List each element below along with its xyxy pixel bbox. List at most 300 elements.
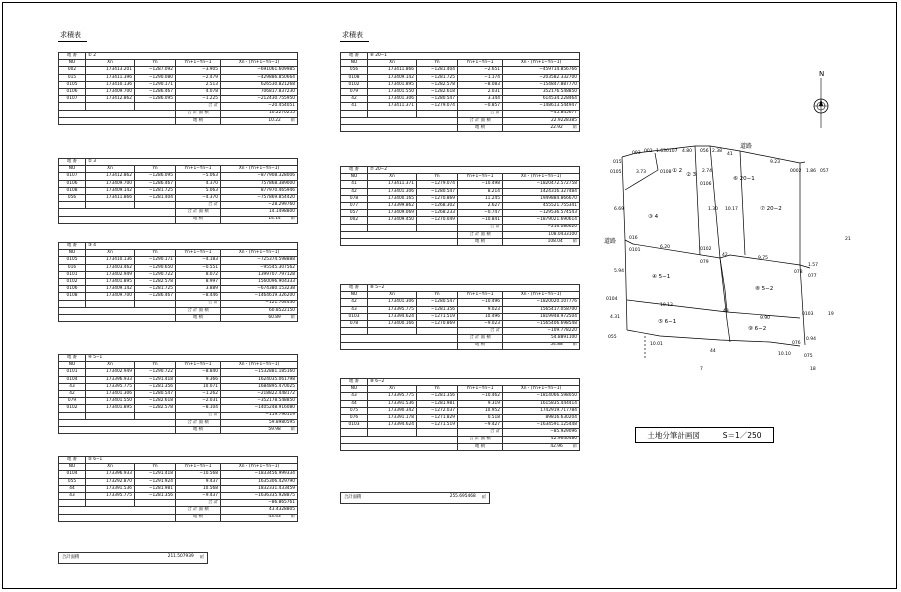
- lot-header-row: [59, 355, 298, 362]
- point-1010: 10.10: [778, 352, 791, 357]
- table-cell: −1.262: [176, 390, 221, 397]
- table-cell: 075: [341, 407, 368, 414]
- area-unit: ㎡: [572, 124, 577, 130]
- column-header: Xn・(Yn+1−Yn−1): [221, 250, 298, 257]
- table-cell: −1290.080: [135, 74, 176, 81]
- table-row: [59, 286, 298, 293]
- table-row: [341, 400, 580, 407]
- subdivision-map: [600, 60, 860, 380]
- lot-header-row: [59, 159, 298, 166]
- area-row: [341, 238, 580, 245]
- table-cell: −1634591.125448: [503, 422, 580, 429]
- area-label: 地 積: [458, 443, 503, 450]
- table-cell: 173399.862: [368, 202, 417, 209]
- empty-cell: [341, 231, 458, 238]
- table-cell: 9.366: [176, 376, 221, 383]
- sum-row: [341, 436, 580, 443]
- left-total-value: 211.507939: [167, 554, 194, 559]
- point-480: 4.80: [682, 149, 693, 154]
- table-cell: [59, 412, 86, 419]
- table-cell: 173409.700: [86, 180, 135, 187]
- table-cell: 41: [341, 103, 368, 110]
- table-row: [59, 398, 298, 405]
- lot-label-9: ⑨ 6−2: [748, 326, 767, 332]
- table-cell: 0108: [341, 74, 368, 81]
- table-cell: −1636335.928875: [221, 492, 298, 499]
- area-row: [341, 342, 580, 349]
- table-cell: 8.214: [458, 188, 503, 195]
- point-373: 3.73: [636, 170, 647, 175]
- table-cell: −1270.869: [417, 195, 458, 202]
- table-cell: [368, 110, 417, 117]
- table-row: [341, 210, 580, 217]
- area-table-t1: [58, 52, 298, 125]
- left-title: 求積表: [58, 30, 87, 42]
- mid-total-unit: ㎡: [481, 495, 486, 500]
- table-cell: −1291.418: [135, 471, 176, 478]
- table-cell: −877908.328006: [221, 173, 298, 180]
- table-cell: 0106: [59, 180, 86, 187]
- area-unit: ㎡: [290, 426, 295, 432]
- table-cell: 173396.933: [86, 376, 135, 383]
- table-cell: 056: [59, 194, 86, 201]
- table-row: [59, 478, 298, 485]
- lot-name: ⑨ 6−2: [368, 379, 580, 386]
- table-cell: [368, 224, 417, 231]
- table-cell: 3.344: [458, 96, 503, 103]
- column-header: Yn+1−Yn−1: [458, 174, 503, 181]
- table-cell: −3.905: [176, 67, 221, 74]
- column-header-row: [341, 174, 580, 181]
- table-row: [341, 320, 580, 327]
- table-row: [59, 257, 298, 264]
- table-row: [341, 313, 580, 320]
- table-cell: −1290.722: [135, 271, 176, 278]
- table-cell: 173411.396: [86, 74, 135, 81]
- point-163: 1.63: [656, 149, 667, 154]
- lot-label: 地 番: [59, 355, 86, 362]
- lot-header-row: [59, 457, 298, 464]
- column-header-row: [341, 386, 580, 393]
- table-cell: 8.072: [176, 271, 221, 278]
- table-row: [59, 96, 298, 103]
- table-row: [59, 300, 298, 307]
- table-row: [341, 429, 580, 436]
- table-row: [59, 194, 298, 201]
- table-cell: 41: [341, 181, 368, 188]
- point-076: 076: [792, 341, 801, 346]
- point-0103: 0103: [802, 312, 814, 317]
- point-43: 43: [723, 309, 729, 314]
- compass-n-label: N: [819, 70, 825, 78]
- table-cell: −1286.467: [135, 88, 176, 95]
- table-cell: 合 計: [176, 300, 221, 307]
- table-cell: −216.086620: [503, 224, 580, 231]
- point-1013: 10.13: [660, 303, 673, 308]
- area-unit: ㎡: [572, 443, 577, 449]
- left-total-box: [58, 552, 208, 564]
- point-157: 1.57: [808, 263, 819, 268]
- table-cell: 002: [59, 67, 86, 74]
- table-cell: [417, 429, 458, 436]
- table-cell: −9.427: [458, 422, 503, 429]
- empty-cell: [59, 507, 176, 514]
- table-cell: −212430.755950: [221, 96, 298, 103]
- lot-label-8: ⑧ 5−2: [755, 286, 774, 292]
- point-44: 44: [710, 349, 716, 354]
- table-cell: −1290.722: [135, 369, 176, 376]
- table-cell: −85.929096: [503, 429, 580, 436]
- table-cell: −1820020.107776: [503, 299, 580, 306]
- table-cell: −10.841: [458, 217, 503, 224]
- area-value: 42.96: [550, 443, 563, 449]
- point-003: 003: [632, 151, 641, 156]
- point-055: 055: [608, 335, 617, 340]
- point-130: 1.30: [708, 207, 719, 212]
- table-cell: −1282.578: [135, 278, 176, 285]
- point-075: 075: [804, 354, 813, 359]
- table-cell: 079: [341, 88, 368, 95]
- sum-value: 22.9228385: [503, 117, 580, 124]
- lot-name: ⑧ 5−2: [368, 285, 580, 292]
- area-label: 地 積: [176, 426, 221, 433]
- mid-total-label: 合計面積: [344, 495, 362, 500]
- lot-label: 地 番: [341, 285, 368, 292]
- table-row: [341, 217, 580, 224]
- column-header: Yn: [135, 250, 176, 257]
- column-header: Xn・(Yn+1−Yn−1): [221, 60, 298, 67]
- table-cell: 002: [341, 217, 368, 224]
- table-cell: 173409.142: [368, 74, 417, 81]
- sum-value: 60.8522150: [221, 307, 298, 314]
- table-cell: 173411.866: [368, 67, 417, 74]
- table-cell: −109.778220: [503, 328, 580, 335]
- lot-header-row: [59, 243, 298, 250]
- sum-row: [59, 419, 298, 426]
- table-cell: [341, 429, 368, 436]
- point-078: 078: [794, 270, 803, 275]
- table-cell: −218822.448172: [221, 390, 298, 397]
- point-990: 9.90: [760, 316, 771, 321]
- table-cell: 42: [341, 96, 368, 103]
- table-cell: −1282.618: [417, 88, 458, 95]
- area-label: 地 積: [176, 314, 221, 321]
- table-cell: −1270.869: [417, 320, 458, 327]
- table-cell: −1270.049: [417, 217, 458, 224]
- mid-total-box: [340, 492, 490, 504]
- lot-header-row: [341, 53, 580, 60]
- table-cell: 42: [341, 299, 368, 306]
- table-cell: −1281.356: [135, 383, 176, 390]
- mid-total-value: 255.695468: [449, 494, 476, 499]
- table-cell: 1424316.327484: [503, 188, 580, 195]
- left-total-label: 合計面積: [62, 555, 80, 560]
- table-cell: −0.857: [458, 103, 503, 110]
- table-cell: 056: [341, 67, 368, 74]
- table-cell: −95545.307562: [221, 264, 298, 271]
- table-row: [341, 96, 580, 103]
- table-cell: −1281.404: [417, 67, 458, 74]
- table-cell: −1281.981: [417, 400, 458, 407]
- table-cell: −1820472.572758: [503, 181, 580, 188]
- table-cell: 0101: [59, 369, 86, 376]
- table-cell: 173391.536: [86, 485, 135, 492]
- empty-cell: [341, 124, 458, 131]
- table-row: [59, 492, 298, 499]
- table-cell: −1268.302: [417, 202, 458, 209]
- table-cell: 626530.821268: [221, 81, 298, 88]
- table-cell: [368, 429, 417, 436]
- column-header: Yn: [417, 386, 458, 393]
- table-cell: [59, 500, 86, 507]
- sum-label: 合 計 面 積: [176, 209, 221, 216]
- sum-row: [341, 117, 580, 124]
- table-cell: −1281.725: [417, 74, 458, 81]
- table-cell: −1268.233: [417, 210, 458, 217]
- table-row: [341, 328, 580, 335]
- point-594: 5.94: [614, 269, 625, 274]
- lot-name: ① 2: [86, 53, 298, 60]
- table-cell: −1279.074: [417, 103, 458, 110]
- point-431: 4.31: [610, 315, 621, 320]
- table-cell: −352178.548850: [221, 398, 298, 405]
- table-cell: 173396.933: [86, 471, 135, 478]
- sum-label: 合 計 面 積: [176, 507, 221, 514]
- point-015: 015: [613, 160, 622, 165]
- table-row: [59, 180, 298, 187]
- lot-label-1: ① 2: [672, 168, 683, 174]
- table-cell: 89816.630204: [503, 414, 580, 421]
- table-cell: −4.370: [176, 194, 221, 201]
- table-cell: −1286.095: [135, 173, 176, 180]
- table-cell: 173401.306: [86, 390, 135, 397]
- point-0102: 0102: [700, 247, 712, 252]
- column-header: Xn: [86, 60, 135, 67]
- table-cell: 173395.775: [86, 492, 135, 499]
- table-cell: 9.319: [458, 400, 503, 407]
- point-077: 077: [808, 274, 817, 279]
- column-header: Xn・(Yn+1−Yn−1): [221, 362, 298, 369]
- lot-label-3: ③ 4: [648, 214, 659, 220]
- sum-row: [341, 335, 580, 342]
- table-cell: [135, 412, 176, 419]
- table-row: [59, 173, 298, 180]
- road-top-label: 道路: [740, 143, 753, 150]
- area-table-t6: [340, 52, 580, 132]
- table-cell: −1281.725: [135, 286, 176, 293]
- table-row: [59, 369, 298, 376]
- area-value: 108.04: [547, 238, 563, 244]
- table-cell: −1281.356: [417, 393, 458, 400]
- sum-label: 合 計 面 積: [458, 436, 503, 443]
- table-cell: −154847.887770: [503, 81, 580, 88]
- area-value-cell: [221, 314, 298, 321]
- table-cell: [135, 202, 176, 209]
- table-row: [341, 88, 580, 95]
- empty-cell: [59, 426, 176, 433]
- area-value-cell: [221, 117, 298, 124]
- table-cell: −1282.578: [417, 81, 458, 88]
- column-header: Yn: [417, 60, 458, 67]
- table-cell: −429886.850664: [221, 74, 298, 81]
- table-cell: 11.245: [458, 195, 503, 202]
- lot-label: 地 番: [59, 243, 86, 250]
- empty-cell: [59, 110, 176, 117]
- table-cell: 2.031: [458, 88, 503, 95]
- area-unit: ㎡: [290, 314, 295, 320]
- point-1017: 10.17: [725, 207, 738, 212]
- table-row: [59, 471, 298, 478]
- point-0106: 0106: [700, 182, 712, 187]
- table-cell: 173401.895: [368, 81, 417, 88]
- sum-value: 59.8980595: [221, 419, 298, 426]
- table-cell: 173409.142: [86, 187, 135, 194]
- table-cell: 0107: [59, 173, 86, 180]
- table-cell: 173412.862: [86, 173, 135, 180]
- table-cell: [86, 300, 135, 307]
- table-cell: 8.997: [176, 278, 221, 285]
- point-0107: 0107: [666, 149, 678, 154]
- empty-cell: [341, 117, 458, 124]
- table-cell: 0108: [59, 187, 86, 194]
- table-cell: 0106: [59, 88, 86, 95]
- table-cell: −1.225: [176, 96, 221, 103]
- table-cell: 42: [341, 188, 368, 195]
- table-cell: 10.568: [176, 485, 221, 492]
- table-cell: −0.551: [176, 264, 221, 271]
- column-header: NO: [341, 60, 368, 67]
- table-cell: −459714.856766: [503, 67, 580, 74]
- table-cell: 10.496: [458, 313, 503, 320]
- column-header-row: [341, 292, 580, 299]
- point-669: 6.69: [614, 207, 625, 212]
- table-cell: 706817.837230: [221, 88, 298, 95]
- table-row: [59, 376, 298, 383]
- table-row: [59, 187, 298, 194]
- table-row: [59, 485, 298, 492]
- table-cell: −1280.547: [417, 299, 458, 306]
- sum-label: 合 計 面 積: [176, 419, 221, 426]
- table-cell: 173401.306: [368, 299, 417, 306]
- column-header: Yn+1−Yn−1: [458, 386, 503, 393]
- area-table-t9: [340, 378, 580, 451]
- table-cell: 057: [341, 210, 368, 217]
- table-cell: 173411.866: [86, 194, 135, 201]
- area-label: 地 積: [458, 342, 503, 349]
- lot-header-row: [341, 379, 580, 386]
- table-cell: 0101: [59, 271, 86, 278]
- area-value: 22.92: [550, 124, 563, 130]
- table-cell: −4.183: [176, 257, 221, 264]
- column-header: Xn: [368, 386, 417, 393]
- sum-row: [59, 209, 298, 216]
- table-cell: 877970.465946: [221, 187, 298, 194]
- table-cell: 173409.450: [368, 217, 417, 224]
- table-cell: [417, 110, 458, 117]
- table-cell: 173413.201: [86, 67, 135, 74]
- table-cell: 173410.136: [86, 257, 135, 264]
- table-row: [59, 278, 298, 285]
- area-table-t7: [340, 166, 580, 246]
- lot-label: 地 番: [59, 159, 86, 166]
- table-cell: −1286.095: [135, 96, 176, 103]
- table-cell: 0107: [59, 96, 86, 103]
- lot-name: ④ 5−1: [86, 355, 298, 362]
- point-0002: 0002: [790, 169, 802, 174]
- column-header: Yn: [417, 174, 458, 181]
- left-total-unit: ㎡: [199, 555, 204, 560]
- table-cell: 173409.700: [86, 88, 135, 95]
- sum-row: [59, 507, 298, 514]
- table-cell: −2.479: [176, 74, 221, 81]
- table-cell: −674380.153238: [221, 286, 298, 293]
- lot-label: 地 番: [59, 457, 86, 464]
- table-cell: −1280.547: [417, 188, 458, 195]
- area-label: 地 積: [458, 124, 503, 131]
- point-186: 1.86: [806, 169, 817, 174]
- table-cell: 0103: [341, 313, 368, 320]
- table-cell: −1281.356: [135, 492, 176, 499]
- table-cell: −1271.829: [417, 414, 458, 421]
- lot-label-4: ④ 5−1: [652, 274, 671, 280]
- table-row: [59, 412, 298, 419]
- table-cell: 173409.069: [368, 210, 417, 217]
- table-cell: 173390.342: [368, 407, 417, 414]
- lot-name: ② 3: [86, 159, 298, 166]
- area-value: 14.14: [268, 216, 281, 222]
- road-left-label: 道路: [604, 238, 617, 245]
- table-cell: −1286.467: [135, 293, 176, 300]
- area-unit: ㎡: [572, 238, 577, 244]
- table-cell: −20.454051: [221, 103, 298, 110]
- point-094: 0.94: [806, 337, 817, 342]
- table-cell: −0.747: [458, 210, 503, 217]
- sum-value: 43.4328805: [221, 507, 298, 514]
- table-cell: 1624035.061798: [221, 376, 298, 383]
- column-header: NO: [59, 60, 86, 67]
- sum-label: 合 計 面 積: [176, 110, 221, 117]
- point-0101: 0101: [629, 248, 641, 253]
- table-cell: −1281.725: [135, 187, 176, 194]
- empty-cell: [341, 443, 458, 450]
- area-row: [59, 314, 298, 321]
- table-cell: −8.840: [176, 369, 221, 376]
- table-row: [59, 500, 298, 507]
- table-cell: 173401.550: [368, 88, 417, 95]
- point-274: 2.74: [702, 169, 713, 174]
- sum-value: 10.2270255: [221, 110, 298, 117]
- table-cell: 10.952: [458, 407, 503, 414]
- sum-value: 54.8891100: [503, 335, 580, 342]
- table-cell: 9.023: [458, 306, 503, 313]
- table-row: [59, 202, 298, 209]
- table-cell: 173400.165: [368, 195, 417, 202]
- table-cell: 173394.624: [368, 422, 417, 429]
- table-cell: 173409.700: [86, 293, 135, 300]
- table-cell: −1291.418: [135, 376, 176, 383]
- column-header: Xn・(Yn+1−Yn−1): [221, 464, 298, 471]
- table-cell: 4.370: [176, 180, 221, 187]
- table-cell: −1565406.698548: [503, 320, 580, 327]
- table-row: [59, 67, 298, 74]
- table-row: [341, 181, 580, 188]
- area-table-t5: [58, 456, 298, 522]
- table-row: [341, 74, 580, 81]
- column-header: Yn: [135, 60, 176, 67]
- table-cell: 015: [59, 74, 86, 81]
- table-cell: [417, 328, 458, 335]
- area-label: 地 積: [458, 238, 503, 245]
